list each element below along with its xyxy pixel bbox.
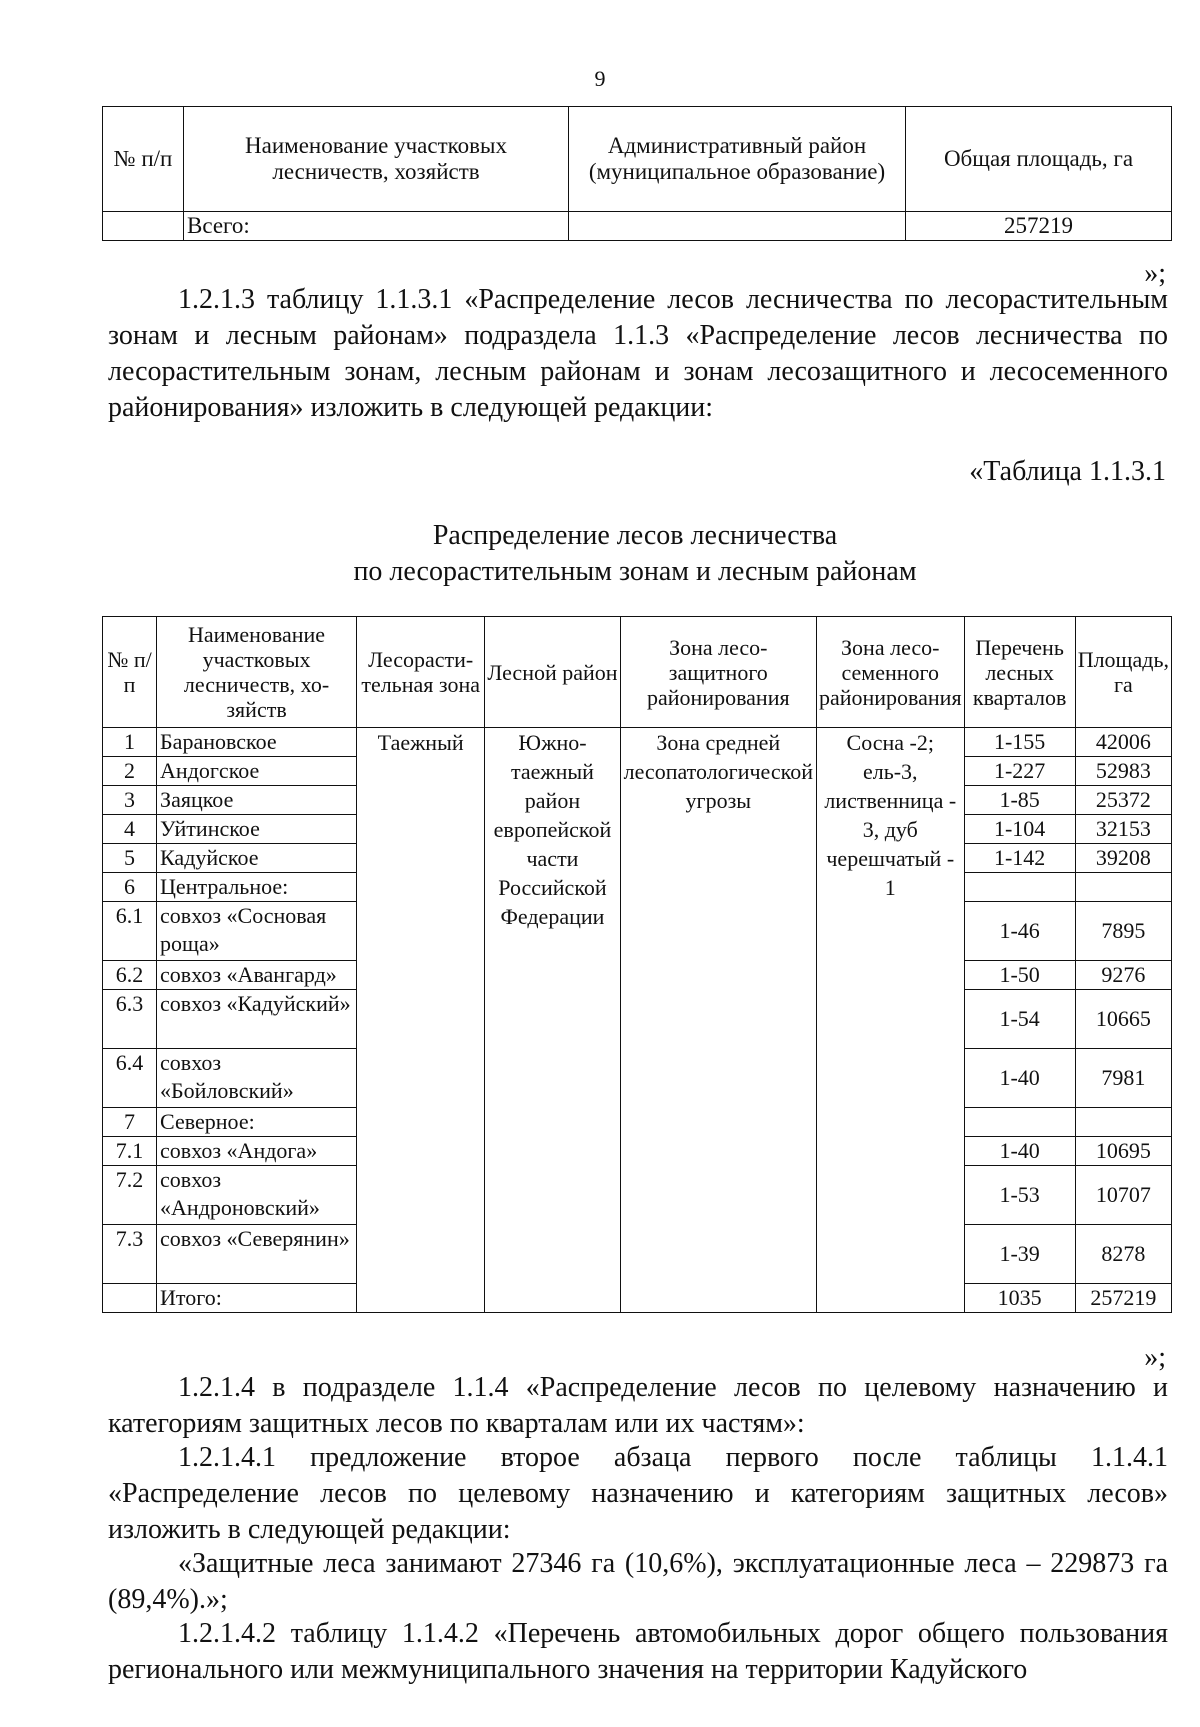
row-number: 7.3: [103, 1225, 157, 1284]
table-label: «Таблица 1.1.3.1: [969, 456, 1166, 487]
forest-zone-cell: Таежный: [357, 728, 485, 1313]
row-number: 7.1: [103, 1137, 157, 1166]
row-number: 6.4: [103, 1049, 157, 1108]
row-quarters: 1-46: [964, 902, 1075, 961]
row-name: совхоз «Сосновая роща»: [157, 902, 357, 961]
row-name: совхоз «Андога»: [157, 1137, 357, 1166]
protection-zone-cell: Зона средней лесопатологической угрозы: [620, 728, 816, 1313]
paragraph-1-2-1-3: 1.2.1.3 таблицу 1.1.3.1 «Распределение лесов лесничества по лесорастительным зонам и лесным районам» подраздела 1.1.3 «Распределение лесов лесничества по лесорастительным зонам, лесным районам и зонам лесозащитного и лесосеменного районирования» изложить в следующей редакции:: [108, 284, 1168, 423]
table-title-line-1: Распределение лесов лесничества: [432, 520, 838, 551]
forest-district-cell: Южно-таежный район европейской части Российской Федерации: [485, 728, 620, 1313]
closing-quote: »;: [1144, 258, 1166, 289]
row-quarters: 1-155: [964, 728, 1075, 757]
row-name: совхоз «Авангард»: [157, 961, 357, 990]
seed-zone-cell: Сосна -2; ель-3, лиственница - 3, дуб черешчатый - 1: [816, 728, 964, 1313]
row-name: совхоз «Андроновский»: [157, 1166, 357, 1225]
row-name: Заяцкое: [157, 786, 357, 815]
table-header-row: [103, 617, 1172, 728]
row-quarters: [964, 1108, 1075, 1137]
row-number: 1: [103, 728, 157, 757]
col-header-name: Наименование участковых лесничеств, хо-зяйств: [157, 617, 357, 728]
row-number: 6.1: [103, 902, 157, 961]
col-header-total-area: Общая площадь, га: [906, 107, 1172, 212]
row-area: 25372: [1075, 786, 1171, 815]
table-total-row: [103, 212, 1172, 241]
row-area: 9276: [1075, 961, 1171, 990]
table-header-row: [103, 107, 1172, 212]
row-name: совхоз «Северянин»: [157, 1225, 357, 1284]
col-header-name: Наименование участковых лесничеств, хозяйств: [184, 107, 569, 212]
row-quarters: 1-53: [964, 1166, 1075, 1225]
row-name: Кадуйское: [157, 844, 357, 873]
paragraph-1-2-1-4: 1.2.1.4 в подразделе 1.1.4 «Распределение лесов по целевому назначению и категориям защитных лесов по кварталам или их частям»:: [108, 1372, 1168, 1439]
row-number: 5: [103, 844, 157, 873]
row-number: 6.2: [103, 961, 157, 990]
row-area: 10665: [1075, 990, 1171, 1049]
col-header-area: Площадь, га: [1075, 617, 1171, 728]
row-quarters: 1-40: [964, 1137, 1075, 1166]
row-area: 10707: [1075, 1166, 1171, 1225]
col-header-forest-district: Лесной район: [485, 617, 620, 728]
row-area: 10695: [1075, 1137, 1171, 1166]
row-area: 39208: [1075, 844, 1171, 873]
row-quarters: [964, 873, 1075, 902]
row-number: 7: [103, 1108, 157, 1137]
paragraph-1-2-1-4-2: 1.2.1.4.2 таблицу 1.1.4.2 «Перечень автомобильных дорог общего пользования регионального или межмуниципального значения на территории Кадуйского: [108, 1618, 1168, 1685]
row-quarters: 1-104: [964, 815, 1075, 844]
row-name: Уйтинское: [157, 815, 357, 844]
row-name: Барановское: [157, 728, 357, 757]
row-area: 7981: [1075, 1049, 1171, 1108]
row-name: совхоз «Кадуйский»: [157, 990, 357, 1049]
row-name: Центральное:: [157, 873, 357, 902]
row-area: 32153: [1075, 815, 1171, 844]
row-area: 7895: [1075, 902, 1171, 961]
row-area: [1075, 873, 1171, 902]
row-quarters: 1-39: [964, 1225, 1075, 1284]
row-name: Андогское: [157, 757, 357, 786]
col-header-seed-zone: Зона лесо-семенного районирования: [816, 617, 964, 728]
page-number: 9: [594, 66, 606, 91]
forest-distribution-table: [102, 616, 1172, 1313]
total-label: Всего:: [184, 212, 569, 241]
row-number: 3: [103, 786, 157, 815]
col-header-number: № п/п: [103, 617, 157, 728]
total-quarters: 1035: [964, 1284, 1075, 1313]
row-area: 52983: [1075, 757, 1171, 786]
row-quarters: 1-85: [964, 786, 1075, 815]
table-row: [103, 728, 1172, 757]
row-quarters: 1-40: [964, 1049, 1075, 1108]
row-area: 42006: [1075, 728, 1171, 757]
row-number: 6.3: [103, 990, 157, 1049]
paragraph-1-2-1-4-1: 1.2.1.4.1 предложение второе абзаца первого после таблицы 1.1.4.1 «Распределение лесов по целевому назначению и категориям защитных лесов» изложить в следующей редакции:: [108, 1442, 1168, 1545]
total-value: 257219: [906, 212, 1172, 241]
row-number: 4: [103, 815, 157, 844]
closing-quote-2: »;: [1144, 1342, 1166, 1373]
district-area-table: [102, 106, 1172, 241]
col-header-protection-zone: Зона лесо-защитного районирования: [620, 617, 816, 728]
row-number: 2: [103, 757, 157, 786]
col-header-quarters: Перечень лесных кварталов: [964, 617, 1075, 728]
col-header-admin-district: Административный район (муниципальное образование): [569, 107, 906, 212]
paragraph-quote: «Защитные леса занимают 27346 га (10,6%), эксплуатационные леса – 229873 га (89,4%).»;: [108, 1548, 1168, 1615]
total-label: Итого:: [157, 1284, 357, 1313]
row-name: Северное:: [157, 1108, 357, 1137]
row-quarters: 1-54: [964, 990, 1075, 1049]
row-quarters: 1-142: [964, 844, 1075, 873]
col-header-number: № п/п: [103, 107, 184, 212]
row-number: 7.2: [103, 1166, 157, 1225]
total-area: 257219: [1075, 1284, 1171, 1313]
row-name: совхоз «Бойловский»: [157, 1049, 357, 1108]
row-area: 8278: [1075, 1225, 1171, 1284]
table-title-line-2: по лесорастительным зонам и лесным районам: [353, 556, 917, 587]
row-quarters: 1-227: [964, 757, 1075, 786]
col-header-forest-zone: Лесорасти-тельная зона: [357, 617, 485, 728]
row-number: 6: [103, 873, 157, 902]
row-quarters: 1-50: [964, 961, 1075, 990]
row-area: [1075, 1108, 1171, 1137]
